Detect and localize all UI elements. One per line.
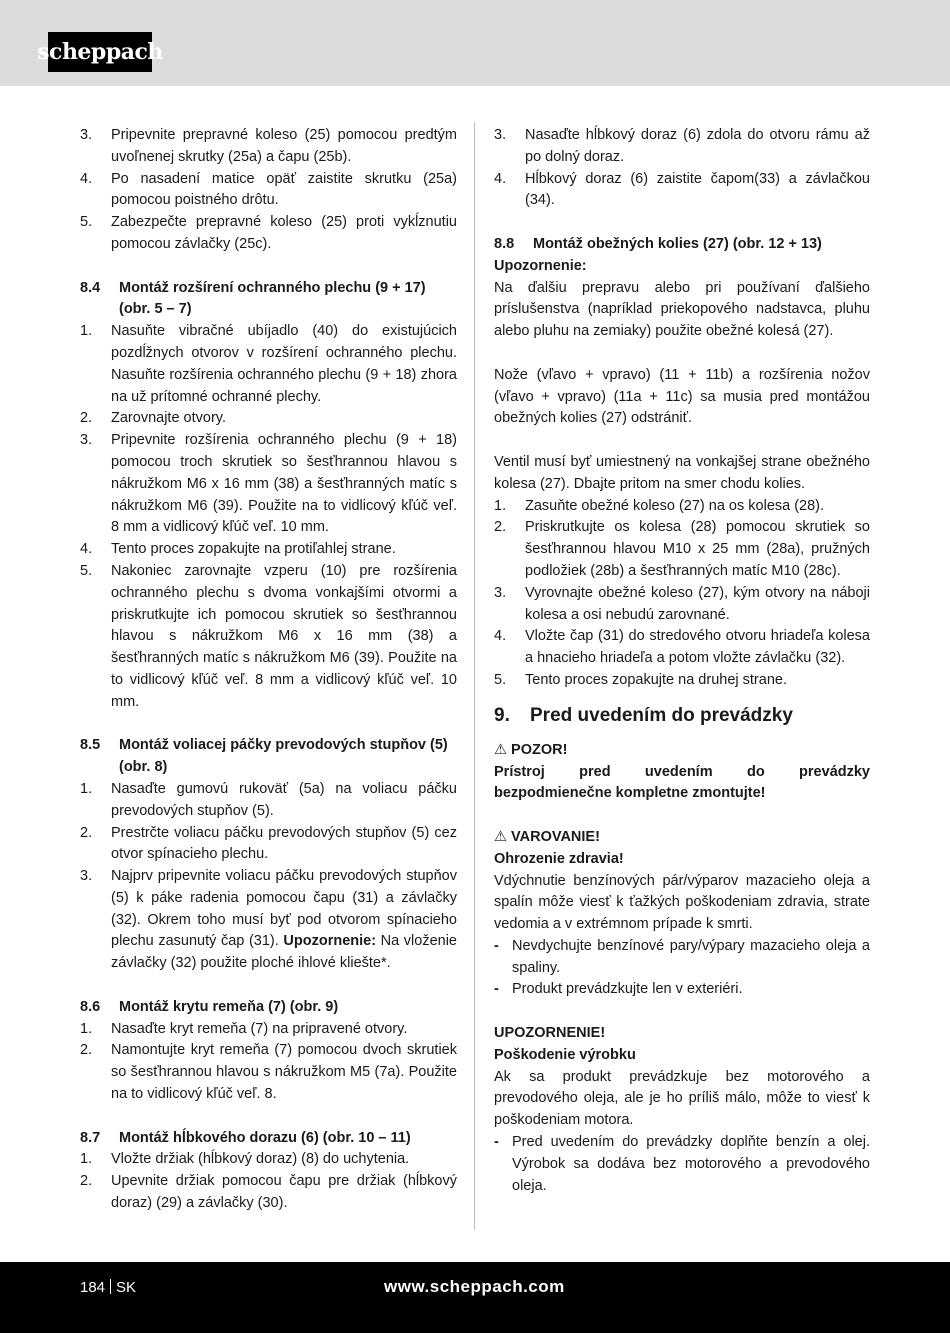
warning-triangle-icon: ⚠ [494,828,507,845]
list-item: 2. Upevnite držiak pomocou čapu pre držiak (hĺbkový doraz) (29) a závlačky (30). [80,1173,457,1212]
paragraph: Ventil musí byť umiestnený na vonkajšej strane obežného kolesa (27). Dbajte pritom na smer chodu kolies. [494,453,870,492]
upozornenie-subtitle: Poškodenie výrobku [494,1046,636,1063]
list-item: 5. Nakoniec zarovnajte vzperu (10) pre rozšírenia ochranného plechu s dvoma vonkajšími otvormi a priskrutkujte ich pomocou skrutiek so šesťhrannou hlavou s nákružkom M6 x 16 mm (38) a šesťhranných matíc s nákružkom M6 (39). Použite na to vidlicový kľúč veľ. 8 mm a vidlicový kľúč veľ. 10 mm. [80,562,457,710]
section-heading-8-6: 8.6 Montáž krytu remeňa (7) (obr. 9) [80,998,339,1015]
chapter-heading-9: 9. Pred uvedením do prevádzky [494,704,793,726]
list-item: 3. Pripevnite rozšírenia ochranného plechu (9 + 18) pomocou troch skrutiek so šesťhrannou hlavou s nákružkom M6 x 16 mm (38) a šesťhranných matíc s nákružkom M6 (39). Použite na to vidlicový kľúč veľ. 8 mm a vidlicový kľúč veľ. 10 mm. [80,432,457,536]
upozornenie-text: Ak sa produkt prevádzkuje bez motorového a prevodového oleja, ale je ho príliš málo, môže to viesť k poškodeniam motora. [494,1068,870,1129]
list-item: 3. Pripevnite prepravné koleso (25) pomocou predtým uvoľnenej skrutky (25a) a čapu (25b). [80,127,457,165]
list-item: 3. Najprv pripevnite voliacu páčku prevodových stupňov (5) k páke radenia pomocou čapu (31) a závlačky (32). Okrem toho musí byť pod otvorom spínacieho plechu zasunutý čap (31). Upozornenie: Na vloženie závlačky (32) použite ploché ihlové kliešte*. [80,868,458,972]
list-item: 3. Vyrovnajte obežné koleso (27), kým otvory na náboji kolesa a osi nebudú zarovnané. [494,584,870,623]
bullet-item: - Pred uvedením do prevádzky doplňte benzín a olej. Výrobok sa dodáva bez motorového a prevodového oleja. [494,1134,870,1194]
upozornenie-label: UPOZORNENIE! [494,1025,606,1042]
list-item: 1. Zasuňte obežné koleso (27) na os kolesa (28). [494,497,825,514]
bullet-item: - Nevdychujte benzínové pary/výpary mazacieho oleja a spaliny. [494,937,870,976]
left-column [80,125,457,1215]
pozor-text: Prístroj pred uvedením do prevádzky bezpodmienečne kompletne zmontujte! [494,763,870,802]
list-item: 5. Tento proces zopakujte na druhej strane. [494,671,787,688]
note-label: Upozornenie: [494,257,587,274]
section-heading-8-7: 8.7 Montáž hĺbkového dorazu (6) (obr. 10 – 11) [80,1129,411,1146]
list-item: 1. Nasaďte gumovú rukoväť (5a) na voliacu páčku prevodových stupňov (5). [80,780,457,819]
page-number: 184 SK [80,1279,137,1296]
language-code: SK [116,1279,137,1296]
list-item: 4. Po nasadení matice opäť zaistite skrutku (25a) pomocou poistného drôtu. [80,170,457,209]
list-item: 1. Nasaďte kryt remeňa (7) na pripravené otvory. [80,1020,408,1037]
header-bar [0,0,950,86]
separator [110,1279,111,1294]
column-divider [474,122,475,1230]
list-item: 5. Zabezpečte prepravné koleso (25) proti vykĺznutiu pomocou závlačky (25c). [80,214,457,252]
pozor-label: ⚠ POZOR! [494,741,568,758]
scheppach-logo: scheppach [48,32,152,72]
list-item: 4. Vložte čap (31) do stredového otvoru hriadeľa kolesa a hnacieho hriadeľa a potom vložte závlačku (32). [494,628,870,667]
footer-bar [0,1262,950,1333]
bullet-item: - Produkt prevádzkujte len v exteriéri. [494,981,743,998]
right-column [494,125,870,1197]
section-heading-8-8: 8.8 Montáž obežných kolies (27) (obr. 12 + 13) [494,235,822,252]
website-link[interactable]: www.scheppach.com [384,1277,565,1296]
varovanie-text: Vdýchnutie benzínových pár/výparov mazacieho oleja a spalín môže viesť k ťažkých poškodeniam zdravia, strate vedomia a v extrémnom prípade k smrti. [494,872,870,933]
list-item: 2. Zarovnajte otvory. [80,410,226,427]
list-item: 1. Nasuňte vibračné ubíjadlo (40) do existujúcich pozdĺžnych otvorov v rozšírení ochranného plechu. Nasuňte rozšírenia ochranného plechu (9 + 18) zhora na už prítomné ochranné plechy. [80,323,457,405]
list-item: 2. Namontujte kryt remeňa (7) pomocou dvoch skrutiek so šesťhrannou hlavou s nákružkom M5 (7a). Použite na to vidlicový kľúč veľ. 8. [80,1042,457,1103]
list-item: 3. Nasaďte hĺbkový doraz (6) zdola do otvoru rámu až po dolný doraz. [494,127,870,165]
list-item: 4. Tento proces zopakujte na protiľahlej strane. [80,541,396,558]
note-text: Na ďalšiu prepravu alebo pri používaní ďalšieho príslušenstva (napríklad priekopového nadstavca, pluhu alebo pluhu na zemiaky) použite obežné kolesá (27). [494,279,870,340]
varovanie-subtitle: Ohrozenie zdravia! [494,850,624,867]
varovanie-label: ⚠ VAROVANIE! [494,828,600,845]
list-item: 1. Vložte držiak (hĺbkový doraz) (8) do uchytenia. [80,1151,410,1168]
list-item: 2. Prestrčte voliacu páčku prevodových stupňov (5) cez otvor spínacieho plechu. [80,824,457,863]
paragraph: Nože (vľavo + vpravo) (11 + 11b) a rozšírenia nožov (vľavo + vpravo) (11a + 11c) sa musia pred montážou obežných kolies (27) odstrániť. [494,366,870,427]
section-heading-8-4: 8.4 Montáž rozšírení ochranného plechu (9 + 17) (obr. 5 – 7) [80,279,426,318]
warning-triangle-icon: ⚠ [494,741,507,758]
section-heading-8-5: 8.5 Montáž voliacej páčky prevodových stupňov (5) (obr. 8) [80,737,448,776]
list-item: 4. Hĺbkový doraz (6) zaistite čapom(33) a závlačkou (34). [494,170,870,209]
list-item: 2. Priskrutkujte os kolesa (28) pomocou skrutiek so šesťhrannou hlavou M10 x 25 mm (28a), pružných podložiek (28b) a šesťhranných matíc M10 (28c). [494,519,870,579]
